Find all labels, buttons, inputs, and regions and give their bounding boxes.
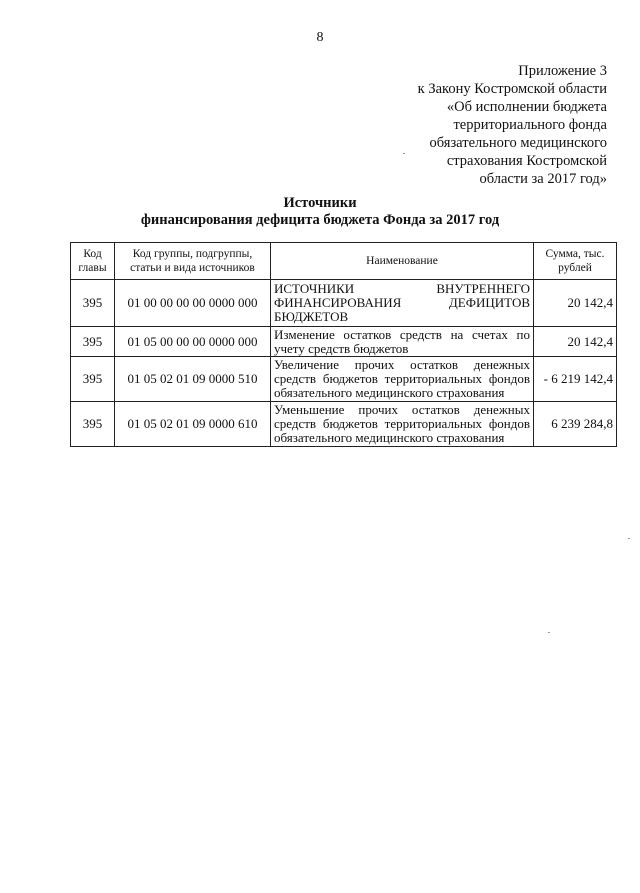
page-number: 8 [316, 30, 324, 45]
title-line: финансирования дефицита бюджета Фонда за 2017 год [140, 212, 500, 228]
sources-table [70, 242, 617, 447]
cell-name: ИСТОЧНИКИ ВНУТРЕННЕГО ФИНАНСИРОВАНИЯ ДЕФИЦИТОВ БЮДЖЕТОВ [271, 280, 534, 327]
cell-name: Увеличение прочих остатков денежных средств бюджетов территориальных фондов обязательного медицинского страхования [271, 357, 534, 402]
table-header-row [71, 243, 617, 280]
appendix-line: обязательного медицинского [429, 135, 607, 151]
cell-chapter-code: 395 [71, 327, 115, 357]
header-name: Наименование [271, 243, 534, 280]
cell-sum: 20 142,4 [534, 327, 617, 357]
cell-source-code: 01 05 02 01 09 0000 610 [115, 402, 271, 447]
cell-sum: - 6 219 142,4 [534, 357, 617, 402]
scan-speck [548, 632, 550, 633]
header-sum: Сумма, тыс. рублей [534, 243, 617, 280]
table-row [71, 357, 617, 402]
cell-source-code: 01 05 02 01 09 0000 510 [115, 357, 271, 402]
header-source-code: Код группы, подгруппы, статьи и вида источников [115, 243, 271, 280]
appendix-line: области за 2017 год» [479, 171, 607, 187]
cell-name: Уменьшение прочих остатков денежных средств бюджетов территориальных фондов обязательного медицинского страхования [271, 402, 534, 447]
document-title [0, 195, 640, 229]
appendix-line: территориального фонда [453, 117, 607, 133]
header-chapter-code: Код главы [71, 243, 115, 280]
title-line: Источники [283, 195, 357, 211]
cell-sum: 20 142,4 [534, 280, 617, 327]
cell-source-code: 01 05 00 00 00 0000 000 [115, 327, 271, 357]
cell-sum: 6 239 284,8 [534, 402, 617, 447]
table-row [71, 402, 617, 447]
appendix-line: к Закону Костромской области [417, 81, 607, 97]
appendix-line: «Об исполнении бюджета [446, 99, 607, 115]
cell-name: Изменение остатков средств на счетах по учету средств бюджетов [271, 327, 534, 357]
table-row [71, 280, 617, 327]
scan-speck [628, 538, 630, 539]
table-row [71, 327, 617, 357]
cell-chapter-code: 395 [71, 402, 115, 447]
appendix-line: Приложение 3 [518, 63, 607, 79]
scan-speck [403, 153, 405, 154]
cell-chapter-code: 395 [71, 357, 115, 402]
appendix-header [418, 62, 607, 188]
appendix-line: страхования Костромской [446, 153, 607, 169]
cell-source-code: 01 00 00 00 00 0000 000 [115, 280, 271, 327]
cell-chapter-code: 395 [71, 280, 115, 327]
